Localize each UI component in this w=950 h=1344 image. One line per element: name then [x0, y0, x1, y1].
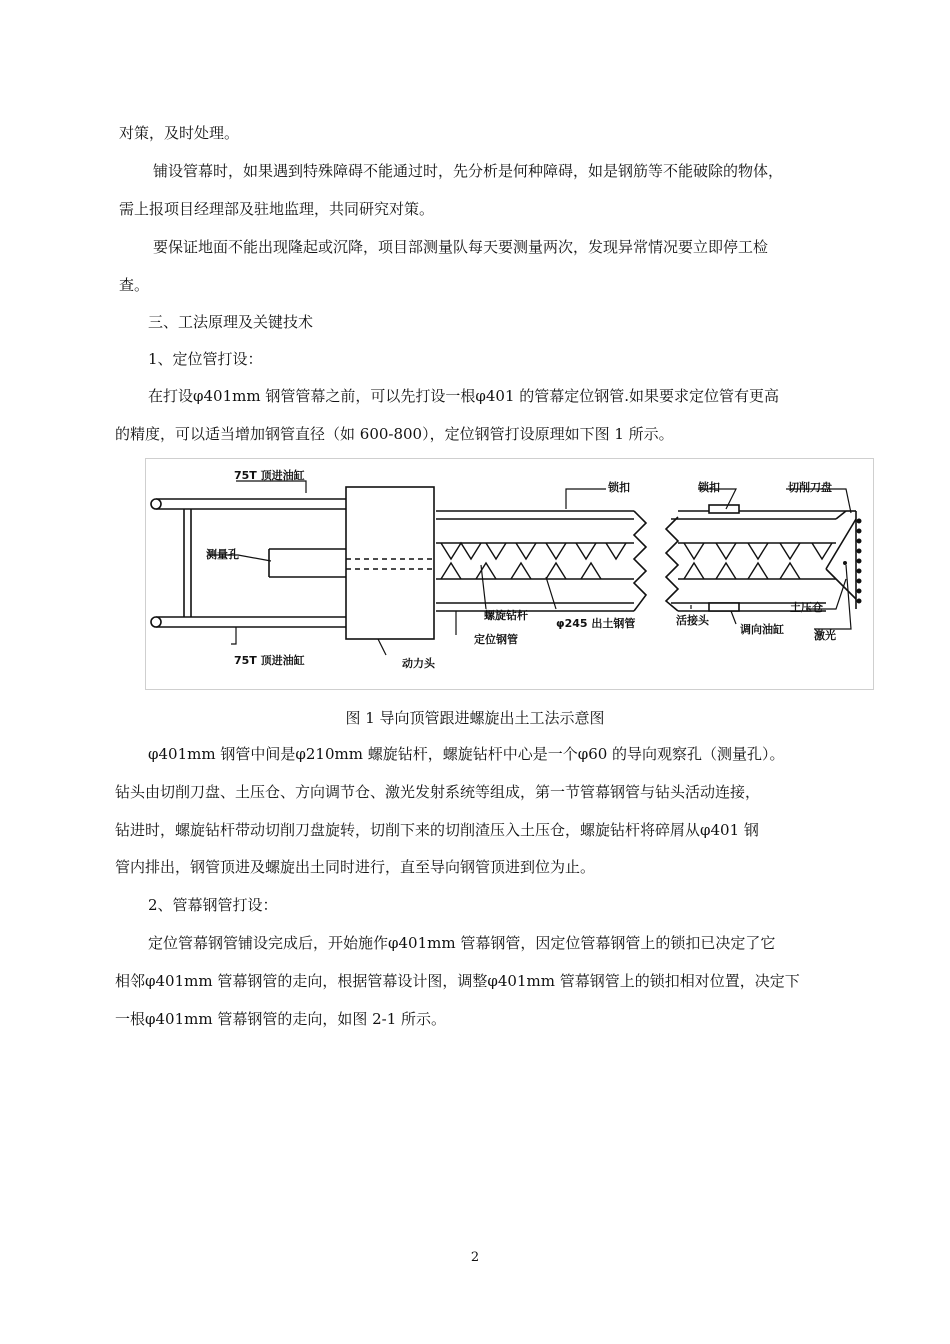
- paragraph-line: 在打设φ401mm 钢管管幕之前，可以先打设一根φ401 的管幕定位钢管.如果要求定位管有更高: [148, 387, 780, 405]
- label-outlet-pipe: φ245 出土钢管: [556, 617, 636, 630]
- label-earth-chamber: 土压仓: [790, 601, 823, 614]
- pipe-jacking-diagram: [146, 459, 873, 689]
- label-joint-head: 活接头: [676, 614, 709, 627]
- label-cutter-disc: 切削刀盘: [788, 481, 832, 494]
- paragraph-line: 要保证地面不能出现隆起或沉降，项目部测量队每天要测量两次，发现异常情况要立即停工检: [153, 238, 769, 256]
- paragraph-line: 查。: [119, 276, 150, 294]
- paragraph-line: 铺设管幕时，如果遇到特殊障碍不能通过时，先分析是何种障碍，如是钢筋等不能破除的物体，: [153, 162, 784, 180]
- figure-caption: 图 1 导向顶管跟进螺旋出土工法示意图: [345, 709, 605, 727]
- paragraph-line: 对策，及时处理。: [119, 124, 240, 142]
- label-power-head: 动力头: [402, 657, 435, 670]
- label-laser: 激光: [814, 629, 836, 642]
- paragraph-line: 定位管幕钢管铺设完成后，开始施作φ401mm 管幕钢管，因定位管幕钢管上的锁扣已决定了它: [148, 934, 776, 952]
- label-cylinder-bottom: 75T 顶进油缸: [234, 654, 305, 667]
- subsection-heading: 1、定位管打设：: [148, 350, 263, 368]
- label-screw-rod: 螺旋钻杆: [484, 609, 528, 622]
- label-survey-hole: 测量孔: [206, 548, 239, 561]
- subsection-heading: 2、管幕钢管打设：: [148, 896, 278, 914]
- section-heading: 三、工法原理及关键技术: [148, 313, 314, 331]
- label-positioning-pipe: 定位钢管: [474, 633, 518, 646]
- paragraph-line: 需上报项目经理部及驻地监理，共同研究对策。: [119, 200, 435, 218]
- paragraph-line: 钻进时，螺旋钻杆带动切削刀盘旋转，切削下来的切削渣压入土压仓，螺旋钻杆将碎屑从φ401 钢: [115, 821, 759, 839]
- paragraph-line: 管内排出，钢管顶进及螺旋出土同时进行，直至导向钢管顶进到位为止。: [115, 858, 596, 876]
- paragraph-line: φ401mm 钢管中间是φ210mm 螺旋钻杆，螺旋钻杆中心是一个φ60 的导向观察孔（测量孔）。: [148, 745, 785, 763]
- paragraph-line: 一根φ401mm 管幕钢管的走向，如图 2-1 所示。: [115, 1010, 447, 1028]
- paragraph-line: 相邻φ401mm 管幕钢管的走向，根据管幕设计图，调整φ401mm 管幕钢管上的锁扣相对位置，决定下: [115, 972, 800, 990]
- label-steer-cylinder: 调向油缸: [740, 623, 784, 636]
- paragraph-line: 的精度，可以适当增加钢管直径（如 600-800），定位钢管打设原理如下图 1 所示。: [115, 425, 674, 443]
- page-number: 2: [470, 1250, 480, 1265]
- label-lock-right: 锁扣: [698, 481, 720, 494]
- label-lock-left: 锁扣: [608, 481, 630, 494]
- paragraph-line: 钻头由切削刀盘、土压仓、方向调节仓、激光发射系统等组成，第一节管幕钢管与钻头活动连接，: [115, 783, 761, 801]
- figure-1: [145, 458, 874, 690]
- label-cylinder-top: 75T 顶进油缸: [234, 469, 305, 482]
